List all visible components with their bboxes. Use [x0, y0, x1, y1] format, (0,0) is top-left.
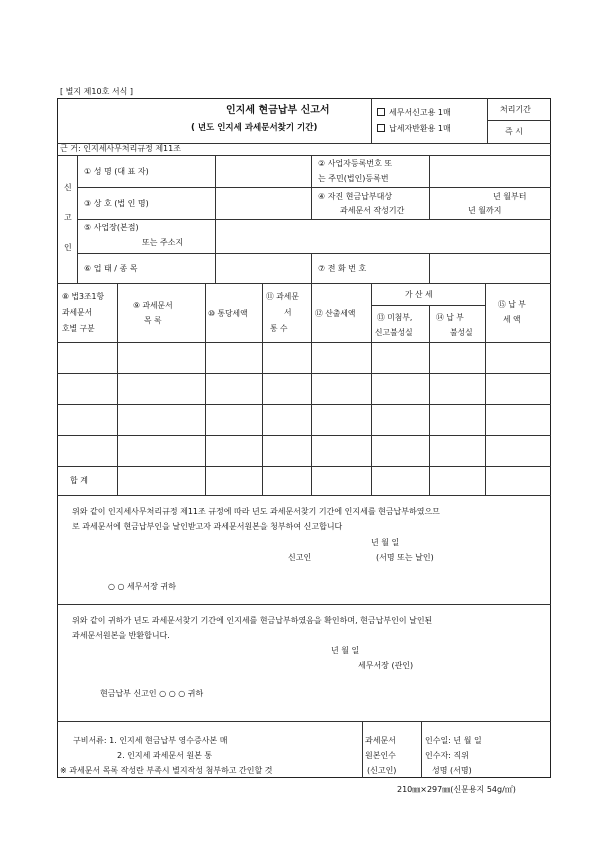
- rule-trow1: [57, 373, 551, 374]
- paper-spec: 210㎜×297㎜(신문용지 54g/㎡): [397, 785, 516, 794]
- col-type-2: 과세문서: [62, 308, 93, 317]
- confirmation-date: 년 월 일: [331, 646, 360, 655]
- rule-col-4: [311, 283, 312, 495]
- rule-row2: [77, 219, 551, 220]
- receipt-label-1: 과세문서: [365, 736, 396, 745]
- rule-col-7: [485, 283, 486, 495]
- rule-col-6: [429, 305, 430, 495]
- field-regno-label-2: 는 주민(법인)등록번: [318, 174, 389, 183]
- rule-col-2: [205, 283, 206, 495]
- checkbox-icon[interactable]: [377, 108, 385, 116]
- rule-thead-bottom: [57, 342, 551, 343]
- declaration-sign-note: (서명 또는 날인): [376, 553, 434, 562]
- col-addtax-a-1: ⑬ 미첨부,: [377, 313, 413, 322]
- field-period-to: 년 월까지: [468, 206, 502, 215]
- rule-applicant-bottom: [57, 283, 551, 284]
- attachments-note: ※ 과세문서 목록 작성란 부족시 별지작성 첨부하고 간인할 것: [60, 766, 273, 775]
- field-company-label: ③ 상 호 (법 인 명): [84, 199, 149, 208]
- copy-tax-office-label: 세무서신고용 1매: [389, 108, 451, 117]
- form-title: 인지세 현금납부 신고서: [226, 105, 330, 116]
- receipt-position: 인수자: 직위: [425, 751, 469, 760]
- rule-col-1: [117, 283, 118, 495]
- rule-total-bottom: [57, 495, 551, 496]
- receipt-date: 인수일: 년 월 일: [425, 736, 482, 745]
- rule-row3: [77, 253, 551, 254]
- col-addtax-a-2: 신고불성실: [375, 328, 413, 337]
- rule-col-5: [371, 283, 372, 495]
- rule-app-v1a: [215, 155, 216, 219]
- rule-declaration-bottom: [57, 604, 551, 605]
- rule-app-v3a: [429, 155, 430, 219]
- confirmation-addressee: 현금납부 신고인 ○ ○ ○ 귀하: [100, 689, 204, 698]
- rule-trow3: [57, 435, 551, 436]
- rule-app-v2a: [311, 155, 312, 219]
- copy-tax-office: [377, 108, 451, 117]
- col-count-1: ⑪ 과세문: [266, 292, 299, 301]
- col-doclist-1: ⑨ 과세문서: [133, 301, 173, 310]
- copy-taxpayer-label: 납세자반환용 1매: [389, 124, 451, 133]
- declaration-addressee: ○ ○ 세무서장 귀하: [108, 582, 176, 591]
- rule-attach-v2: [421, 721, 422, 778]
- checkbox-icon[interactable]: [377, 124, 385, 132]
- field-business-label: ⑥ 업 태 / 종 목: [84, 264, 138, 273]
- field-address-label-1: ⑤ 사업장(본점): [84, 223, 139, 232]
- rule-period-split: [487, 120, 551, 121]
- rule-app-v1b: [215, 253, 216, 283]
- col-additional-tax: 가 산 세: [405, 290, 433, 299]
- attachments-line-1: 구비서류: 1. 인지세 현금납부 영수증사본 매: [73, 736, 228, 745]
- rule-app-v2b: [311, 253, 312, 283]
- declaration-line-1: 위와 같이 인지세사무처리규정 제11조 규정에 따라 년도 과세문서찾기 기간에 인지세를 현금납부하였으므: [72, 507, 440, 516]
- receipt-label-3: (신고인): [367, 766, 397, 775]
- field-regno-label-1: ② 사업자등록번호 또: [318, 159, 393, 168]
- rule-side-label: [77, 155, 78, 283]
- rule-app-addr: [215, 219, 216, 253]
- rule-header-v2: [487, 98, 488, 143]
- form-number-label: [ 별지 제10호 서식 ]: [60, 87, 133, 96]
- rule-row1: [77, 187, 551, 188]
- field-period-label-1: ④ 자진 현금납부대상: [318, 192, 393, 201]
- processing-period-value: 즉 시: [505, 127, 523, 136]
- field-period-label-2: 과세문서 작성기간: [340, 206, 405, 215]
- col-addtax-b-2: 불성실: [450, 328, 473, 337]
- col-type-3: 호별 구분: [62, 324, 95, 333]
- declaration-date: 년 월 일: [371, 538, 400, 547]
- copy-taxpayer: [377, 124, 451, 133]
- rule-trow4: [57, 466, 551, 467]
- rule-confirmation-bottom: [57, 721, 551, 722]
- field-phone-label: ⑦ 전 화 번 호: [318, 264, 367, 273]
- receipt-name: 성명 (서명): [432, 766, 472, 775]
- total-row-label: 합 계: [70, 476, 88, 485]
- side-label-2: 고: [64, 213, 72, 222]
- rule-app-v3b: [429, 253, 430, 283]
- col-calculated-tax: ⑫ 산출세액: [315, 309, 356, 318]
- rule-col-3: [262, 283, 263, 495]
- rule-trow2: [57, 404, 551, 405]
- field-address-label-2: 또는 주소지: [142, 238, 184, 247]
- side-label-3: 인: [64, 243, 72, 252]
- col-unit-tax: ⑩ 통당세액: [208, 309, 248, 318]
- field-period-from: 년 월부터: [493, 192, 527, 201]
- rule-basis-bottom: [57, 155, 551, 156]
- col-doclist-2: 목 록: [144, 316, 162, 325]
- col-count-3: 통 수: [270, 324, 288, 333]
- col-addtax-b-1: ⑭ 납 부: [436, 313, 464, 322]
- receipt-label-2: 원본인수: [365, 751, 396, 760]
- side-label-1: 신: [64, 183, 72, 192]
- field-name-label: ① 성 명 (대 표 자): [84, 167, 149, 176]
- attachments-line-2: 2. 인지세 과세문서 원본 통: [117, 751, 213, 760]
- rule-header-v1: [371, 98, 372, 143]
- declaration-line-2: 로 과세문서에 현금납부인을 날인받고자 과세문서원본을 청부하여 신고합니다: [72, 522, 343, 531]
- col-payment-1: ⑮ 납 부: [498, 300, 526, 309]
- confirmation-line-1: 위와 같이 귀하가 년도 과세문서찾기 기간에 인지세를 현금납부하였음을 확인하며, 현금납부인이 날인된: [72, 616, 433, 625]
- col-type-1: ⑧ 법3조1항: [62, 292, 104, 301]
- declaration-signer: 신고인: [288, 553, 312, 562]
- processing-period-label: 처리기간: [500, 105, 531, 114]
- legal-basis: 근 거: 인지세사무처리규정 제11조: [60, 144, 181, 153]
- rule-addtax-split: [371, 305, 485, 306]
- form-subtitle: ( 년도 인지세 과세문서찾기 기간): [191, 123, 318, 133]
- confirmation-office: 세무서장 (관인): [358, 661, 414, 670]
- col-payment-2: 세 액: [503, 315, 521, 324]
- rule-attach-v1: [362, 721, 363, 778]
- col-count-2: 서: [284, 308, 292, 317]
- confirmation-line-2: 과세문서원본을 반환합니다.: [72, 631, 170, 640]
